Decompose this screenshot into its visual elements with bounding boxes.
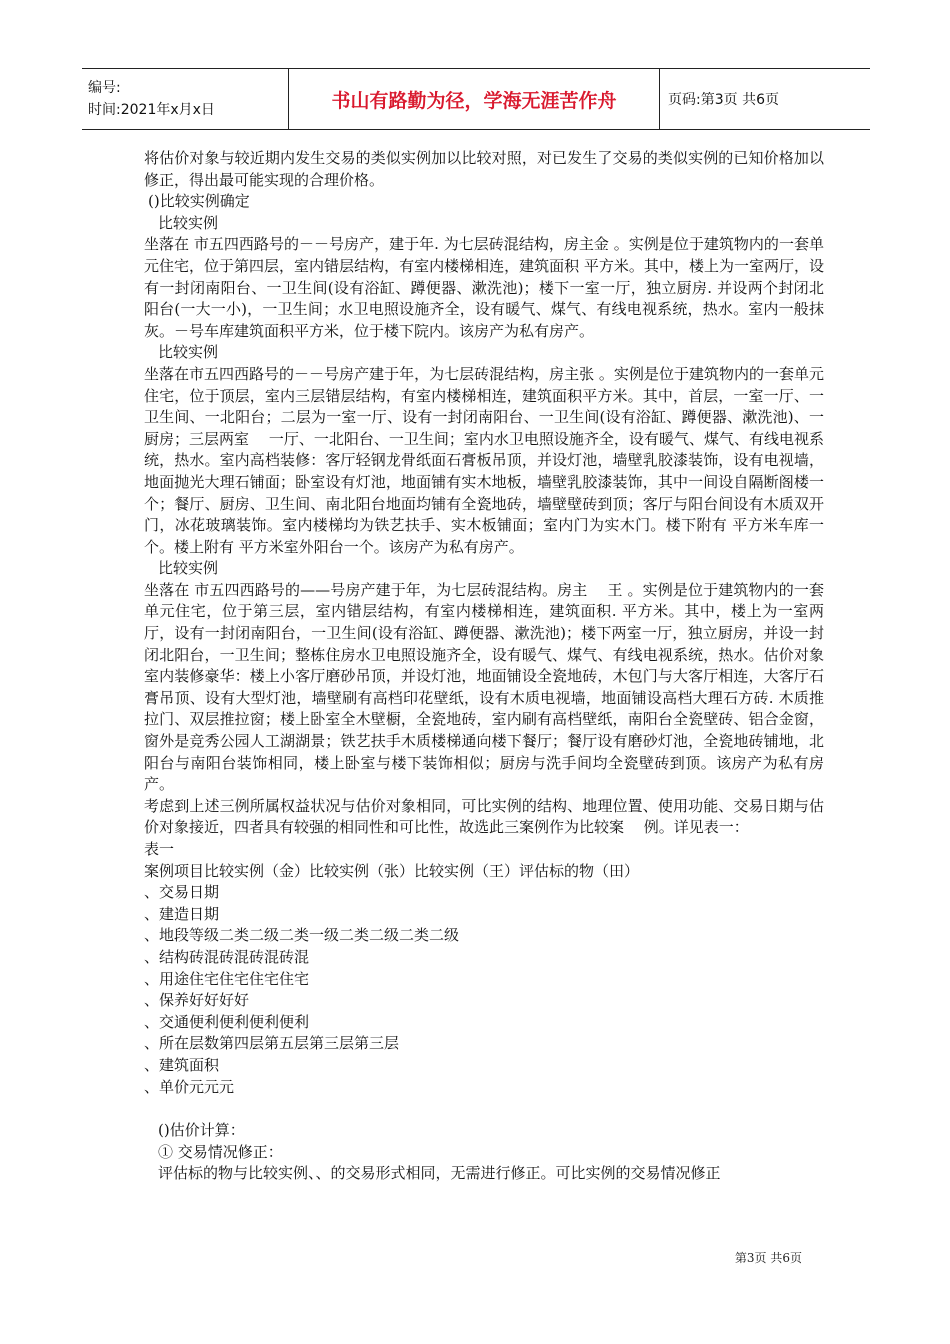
header-page-number: 页码:第3页 共6页: [668, 92, 779, 108]
calc-paragraph: 评估标的物与比较实例、、的交易形式相同，无需进行修正。可比实例的交易情况修正: [158, 1164, 721, 1183]
header-motto: 书山有路勤为径，学海无涯苦作舟: [289, 69, 660, 130]
case3-heading: 比较实例: [158, 559, 219, 578]
table-row: 、用途住宅住宅住宅住宅: [144, 969, 310, 988]
case1-heading: 比较实例: [158, 213, 219, 232]
table-label: 表一: [144, 840, 175, 858]
case2-paragraph: 坐落在市五四西路号的－－号房产建于年，为七层砖混结构，房主张 。实例是位于建筑物内的一套单元住宅，位于顶层，室内三层错层结构，有室内楼梯相连，建筑面积平方米。其中，首层，一室一厅、一卫生间、一北阳台；二层为一室一厅、设有一封闭南阳台、一卫生间(设有浴缸、蹲便器、漱洗池)、一厨房；三层两室 一厅、一北阳台、一卫生间；室内水卫电照设施齐全，设有暖气、煤气、有线电视系统，热水。室内高档装修：客厅轻钢龙骨纸面石膏板吊顶，并设灯池，墙壁乳胶漆装饰，设有电视墙，地面抛光大理石铺面；卧室设有灯池，地面铺有实木地板，墙壁乳胶漆装饰，其中一间设自隔断阁楼一个；餐厅、厨房、卫生间、南北阳台地面均铺有全瓷地砖，墙壁壁砖到顶；客厅与阳台间设有木质双开门，冰花玻璃装饰。室内楼梯均为铁艺扶手、实木板铺面；室内门为实木门。楼下附有 平方米车库一个。楼上附有 平方米室外阳台一个。该房产为私有房产。: [144, 364, 824, 556]
table-row: 、结构砖混砖混砖混砖混: [144, 947, 310, 966]
table-row: 、所在层数第四层第五层第三层第三层: [144, 1034, 400, 1053]
page-footer: 第3页 共6页: [734, 1251, 802, 1265]
calc-title: ()估价计算：: [158, 1121, 245, 1140]
table-row: 、交易日期: [144, 883, 220, 902]
document-time-label: 时间:2021年x月x日: [88, 102, 215, 118]
intro-paragraph: 将估价对象与较近期内发生交易的类似实例加以比较对照，对已发生了交易的类似实例的已知价格加以修正，得出最可能实现的合理价格。: [144, 149, 824, 189]
table-row: 、交通便利便利便利便利: [144, 1012, 310, 1031]
table-row: 、保养好好好好: [144, 991, 250, 1010]
case2-heading: 比较实例: [158, 343, 219, 362]
case3-paragraph: 坐落在 市五四西路号的——号房产建于年，为七层砖混结构。房主 王 。实例是位于建筑物内的一套单元住宅，位于第三层，室内错层结构，有室内楼梯相连，建筑面积. 平方米。其中，楼上为一室两厅，设有一封闭南阳台，一卫生间(设有浴缸、蹲便器、漱洗池)；楼下两室一厅，独立厨房，并设一封闭北阳台，一卫生间；整栋住房水卫电照设施齐全，设有暖气、煤气、有线电视系统，热水。估价对象室内装修豪华：楼上小客厅磨砂吊顶，并设灯池，地面铺设全瓷地砖，木包门与大客厅相连，大客厅石膏吊顶、设有大型灯池，墙壁刷有高档印花壁纸，设有木质电视墙，地面铺设高档大理石方砖. 木质推拉门、双层推拉窗；楼上卧室全木壁橱，全瓷地砖，室内刷有高档壁纸，南阳台全瓷壁砖、铝合金窗，窗外是竞秀公园人工湖湖景；铁艺扶手木质楼梯通向楼下餐厅；餐厅设有磨砂灯池，全瓷地砖铺地，北阳台与南阳台装饰相同，楼上卧室与楼下装饰相似；厨房与洗手间均全瓷壁砖到顶。该房产为私有房产。: [144, 580, 824, 794]
conclusion-paragraph: 考虑到上述三例所属权益状况与估价对象相同，可比实例的结构、地理位置、使用功能、交易日期与估价对象接近，四者具有较强的相同性和可比性，故选此三案例作为比较案 例。详见表一：: [144, 796, 824, 837]
spacer: [144, 1098, 824, 1120]
document-body: [144, 148, 824, 1185]
header-meta: [82, 69, 289, 130]
table-row: 、建造日期: [144, 904, 220, 923]
table-header-row: 案例项目比较实例（金）比较实例（张）比较实例（王）评估标的物（田）: [144, 861, 640, 880]
section-title: ()比较实例确定: [148, 192, 250, 211]
table-row: 、单价元元元: [144, 1077, 235, 1096]
table-row: 、地段等级二类二级二类一级二类二级二类二级: [144, 926, 460, 945]
calc-step-1: ① 交易情况修正：: [158, 1142, 283, 1161]
table-row: 、建筑面积: [144, 1055, 220, 1074]
page-header: [82, 68, 870, 130]
document-number-label: 编号:: [88, 80, 121, 96]
case1-paragraph: 坐落在 市五四西路号的－－号房产，建于年. 为七层砖混结构，房主金 。实例是位于建筑物内的一套单元住宅，位于第四层，室内错层结构，有室内楼梯相连，建筑面积 平方米。其中，楼上为一室两厅，设有一封闭南阳台、一卫生间(设有浴缸、蹲便器、漱洗池)；楼下一室一厅，独立厨房. 并设两个封闭北阳台(一大一小)，一卫生间；水卫电照设施齐全，设有暖气、煤气、有线电视系统，热水。室内一般抹灰。－号车库建筑面积平方米，位于楼下院内。该房产为私有房产。: [144, 235, 824, 340]
